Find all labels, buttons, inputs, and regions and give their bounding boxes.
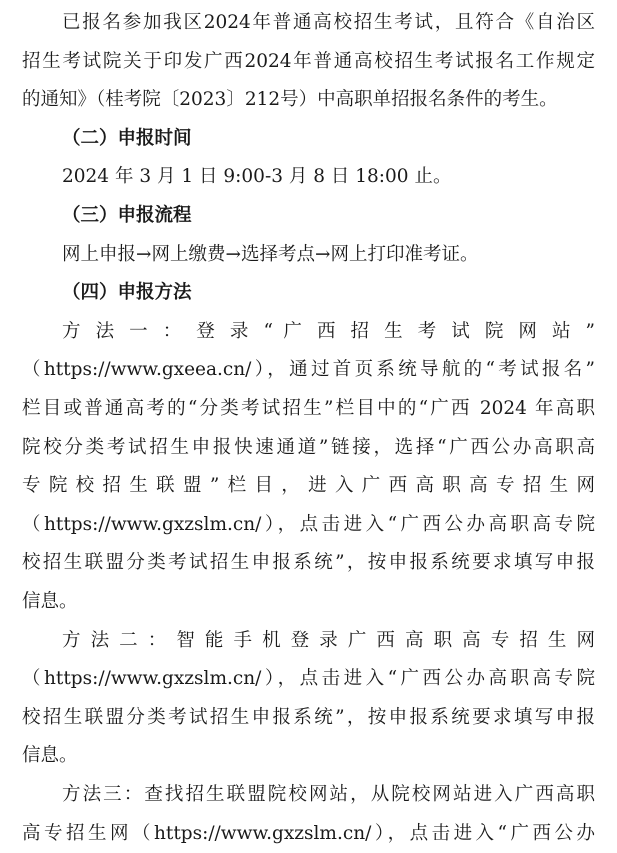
paragraph-line: 已报名参加我区2024年普通高校招生考试，且符合《自治区 <box>62 12 595 33</box>
paragraph-line: 高专招生网（https://www.gxzslm.cn/），点击进入“广西公办 <box>22 822 595 844</box>
paragraph-line: （https://www.gxeea.cn/），通过首页系统导航的“考试报名” <box>22 359 595 381</box>
paragraph-line: （https://www.gxzslm.cn/），点击进入“广西公办高职高专院 <box>22 513 595 535</box>
paragraph-line: 专院校招生联盟”栏目，进入广西高职高专招生网 <box>22 475 595 497</box>
paragraph-line: 网上申报→网上缴费→选择考点→网上打印准考证。 <box>62 243 479 265</box>
section-heading: （二）申报时间 <box>62 127 192 149</box>
paragraph-line: 栏目或普通高考的“分类考试招生”栏目中的“广西 2024 年高职 <box>22 398 595 419</box>
paragraph-line: 方法三：查找招生联盟院校网站，从院校网站进入广西高职 <box>62 784 595 805</box>
paragraph-line: 校招生联盟分类考试招生申报系统”，按申报系统要求填写申报 <box>22 706 595 728</box>
paragraph-line: 校招生联盟分类考试招生申报系统”，按申报系统要求填写申报 <box>22 552 595 574</box>
paragraph-line: 院校分类考试招生申报快速通道”链接，选择“广西公办高职高 <box>22 436 595 458</box>
paragraph-line: 2024 年 3 月 1 日 9:00-3 月 8 日 18:00 止。 <box>62 166 452 188</box>
paragraph-line: 信息。 <box>22 745 78 767</box>
paragraph-line: 招生考试院关于印发广西2024年普通高校招生考试报名工作规定 <box>22 50 595 72</box>
paragraph-line: 信息。 <box>22 591 78 612</box>
paragraph-line: （https://www.gxzslm.cn/），点击进入“广西公办高职高专院 <box>22 668 595 690</box>
section-heading: （三）申报流程 <box>62 205 192 226</box>
paragraph-line: 方 法 二 ： 智 能 手 机 登 录 广 西 高 职 高 专 招 生 网 <box>62 629 595 651</box>
paragraph-line: 的通知》（桂考院〔2023〕212号）中高职单招报名条件的考生。 <box>22 89 558 111</box>
section-heading: （四）申报方法 <box>62 282 192 304</box>
paragraph-line: 方 法 一 ： 登 录 “ 广 西 招 生 考 试 院 网 站 ” <box>62 320 595 342</box>
